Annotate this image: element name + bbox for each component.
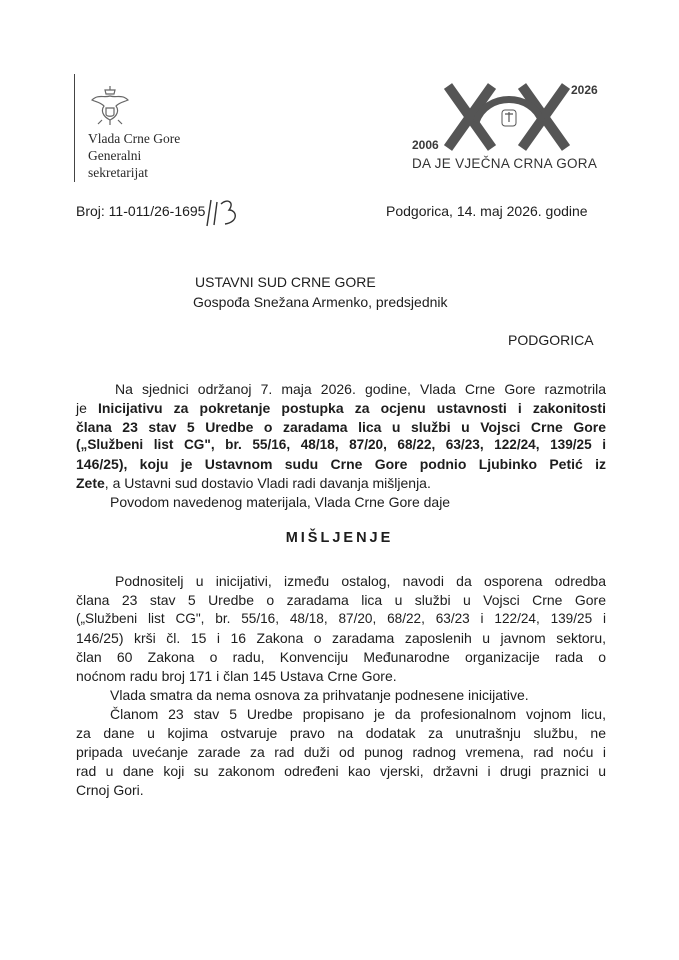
addressee-person: Gospođa Snežana Armenko, predsjednik: [193, 294, 448, 310]
paragraph5-line1: Članom 23 stav 5 Uredbe propisano je da profesionalnom vojnom licu,: [110, 706, 606, 722]
paragraph1-line6: Zete, a Ustavni sud dostavio Vladi radi davanja mišljenja.: [76, 475, 431, 491]
paragraph1-line3: člana 23 stav 5 Uredbe o zaradama lica u službi u Vojsci Crne Gore: [76, 419, 606, 435]
logo-year-start: 2006: [412, 138, 439, 152]
paragraph1-line4: („Službeni list CG", br. 55/16, 48/18, 87/20, 68/22, 63/23, 122/24, 139/25 i: [76, 437, 606, 452]
gov-name-line2: Generalni: [88, 148, 142, 163]
paragraph1-line1: Na sjednici održanoj 7. maja 2026. godine, Vlada Crne Gore razmotrila: [115, 381, 606, 397]
addressee-city: PODGORICA: [508, 332, 594, 348]
paragraph5-line2: za dane u kojima ostvaruje pravo na dodatak za unutrašnju službu, ne: [76, 725, 606, 741]
paragraph3-line4: 146/25) krši čl. 15 i 16 Zakona o zaradama zaposlenih u javnom sektoru,: [76, 630, 606, 646]
document-number: Broj: 11-011/26-1695: [76, 203, 206, 219]
paragraph5-line3: pripada uvećanje zarade za rad duži od punog radnog vremena, rad noću i: [76, 744, 606, 760]
paragraph3-line3: („Službeni list CG", br. 55/16, 48/18, 87/20, 68/22, 63/23 i 122/24, 139/25 i: [76, 611, 606, 626]
header-divider-line: [74, 74, 75, 182]
paragraph5-line4: rad u dane koji su zakonom određeni kao vjerski, državni i drugi praznici u: [76, 763, 606, 779]
gov-name-line3: sekretarijat: [88, 165, 148, 180]
logo-slogan: DA JE VJEČNA CRNA GORA: [412, 156, 598, 171]
paragraph3-line2: člana 23 stav 5 Uredbe o zaradama lica u službi u Vojsci Crne Gore: [76, 592, 606, 608]
paragraph5-line5: Crnoj Gori.: [76, 782, 144, 798]
paragraph3-line1: Podnositelj u inicijativi, između ostalog, navodi da osporena odredba: [115, 573, 606, 589]
paragraph1-line5: 146/25), koju je Ustavnom sudu Crne Gore podnio Ljubinko Petić iz: [76, 456, 606, 472]
paragraph1-line2: je Inicijativu za pokretanje postupka za ocjenu ustavnosti i zakonitosti: [76, 400, 606, 416]
paragraph2: Povodom navedenog materijala, Vlada Crne Gore daje: [110, 494, 451, 510]
paragraph3-line6: noćnom radu broj 171 i član 145 Ustava Crne Gore.: [76, 668, 397, 684]
addressee-court: USTAVNI SUD CRNE GORE: [195, 274, 376, 290]
logo-year-end: 2026: [571, 83, 598, 97]
handwritten-number-icon: [205, 196, 245, 228]
coat-of-arms-icon: [88, 84, 132, 128]
paragraph3-line5: član 60 Zakona o radu, Konvenciju Međunarodne organizacije rada o: [76, 649, 606, 665]
place-and-date: Podgorica, 14. maj 2026. godine: [386, 203, 588, 219]
gov-name-line1: Vlada Crne Gore: [88, 131, 181, 146]
paragraph4: Vlada smatra da nema osnova za prihvatanje podnesene inicijative.: [110, 687, 529, 703]
opinion-heading: MIŠLJENJE: [285, 530, 394, 546]
